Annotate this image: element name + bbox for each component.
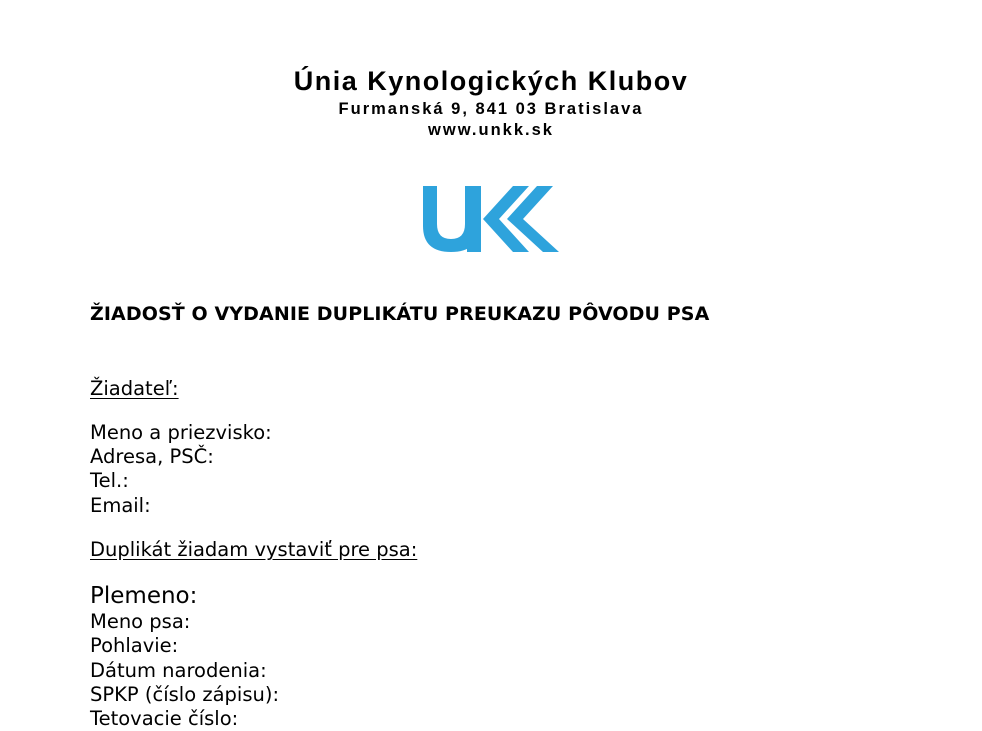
field-label-email: Email: [90,494,151,517]
organization-website: www.unkk.sk [428,121,554,139]
field-label-sex: Pohlavie: [90,634,179,657]
field-label-dog-name: Meno psa: [90,610,191,633]
organization-address: Furmanská 9, 841 03 Bratislava [338,100,644,118]
field-label-registry-number: SPKP (číslo zápisu): [90,683,280,706]
field-label-name: Meno a priezvisko: [90,421,272,444]
organization-name: Únia Kynologických Klubov [293,66,689,96]
field-label-address: Adresa, PSČ: [90,445,214,468]
document-title: ŽIADOSŤ O VYDANIE DUPLIKÁTU PREUKAZU PÔVODU PSA [90,303,710,325]
dog-heading: Duplikát žiadam vystaviť pre psa: [90,538,418,561]
field-label-tattoo-number: Tetovacie číslo: [90,707,239,730]
applicant-heading: Žiadateľ: [90,377,179,400]
field-label-birth-date: Dátum narodenia: [90,659,267,682]
field-label-breed: Plemeno: [90,583,198,609]
ukk-logo [421,184,561,254]
field-label-phone: Tel.: [90,469,129,492]
